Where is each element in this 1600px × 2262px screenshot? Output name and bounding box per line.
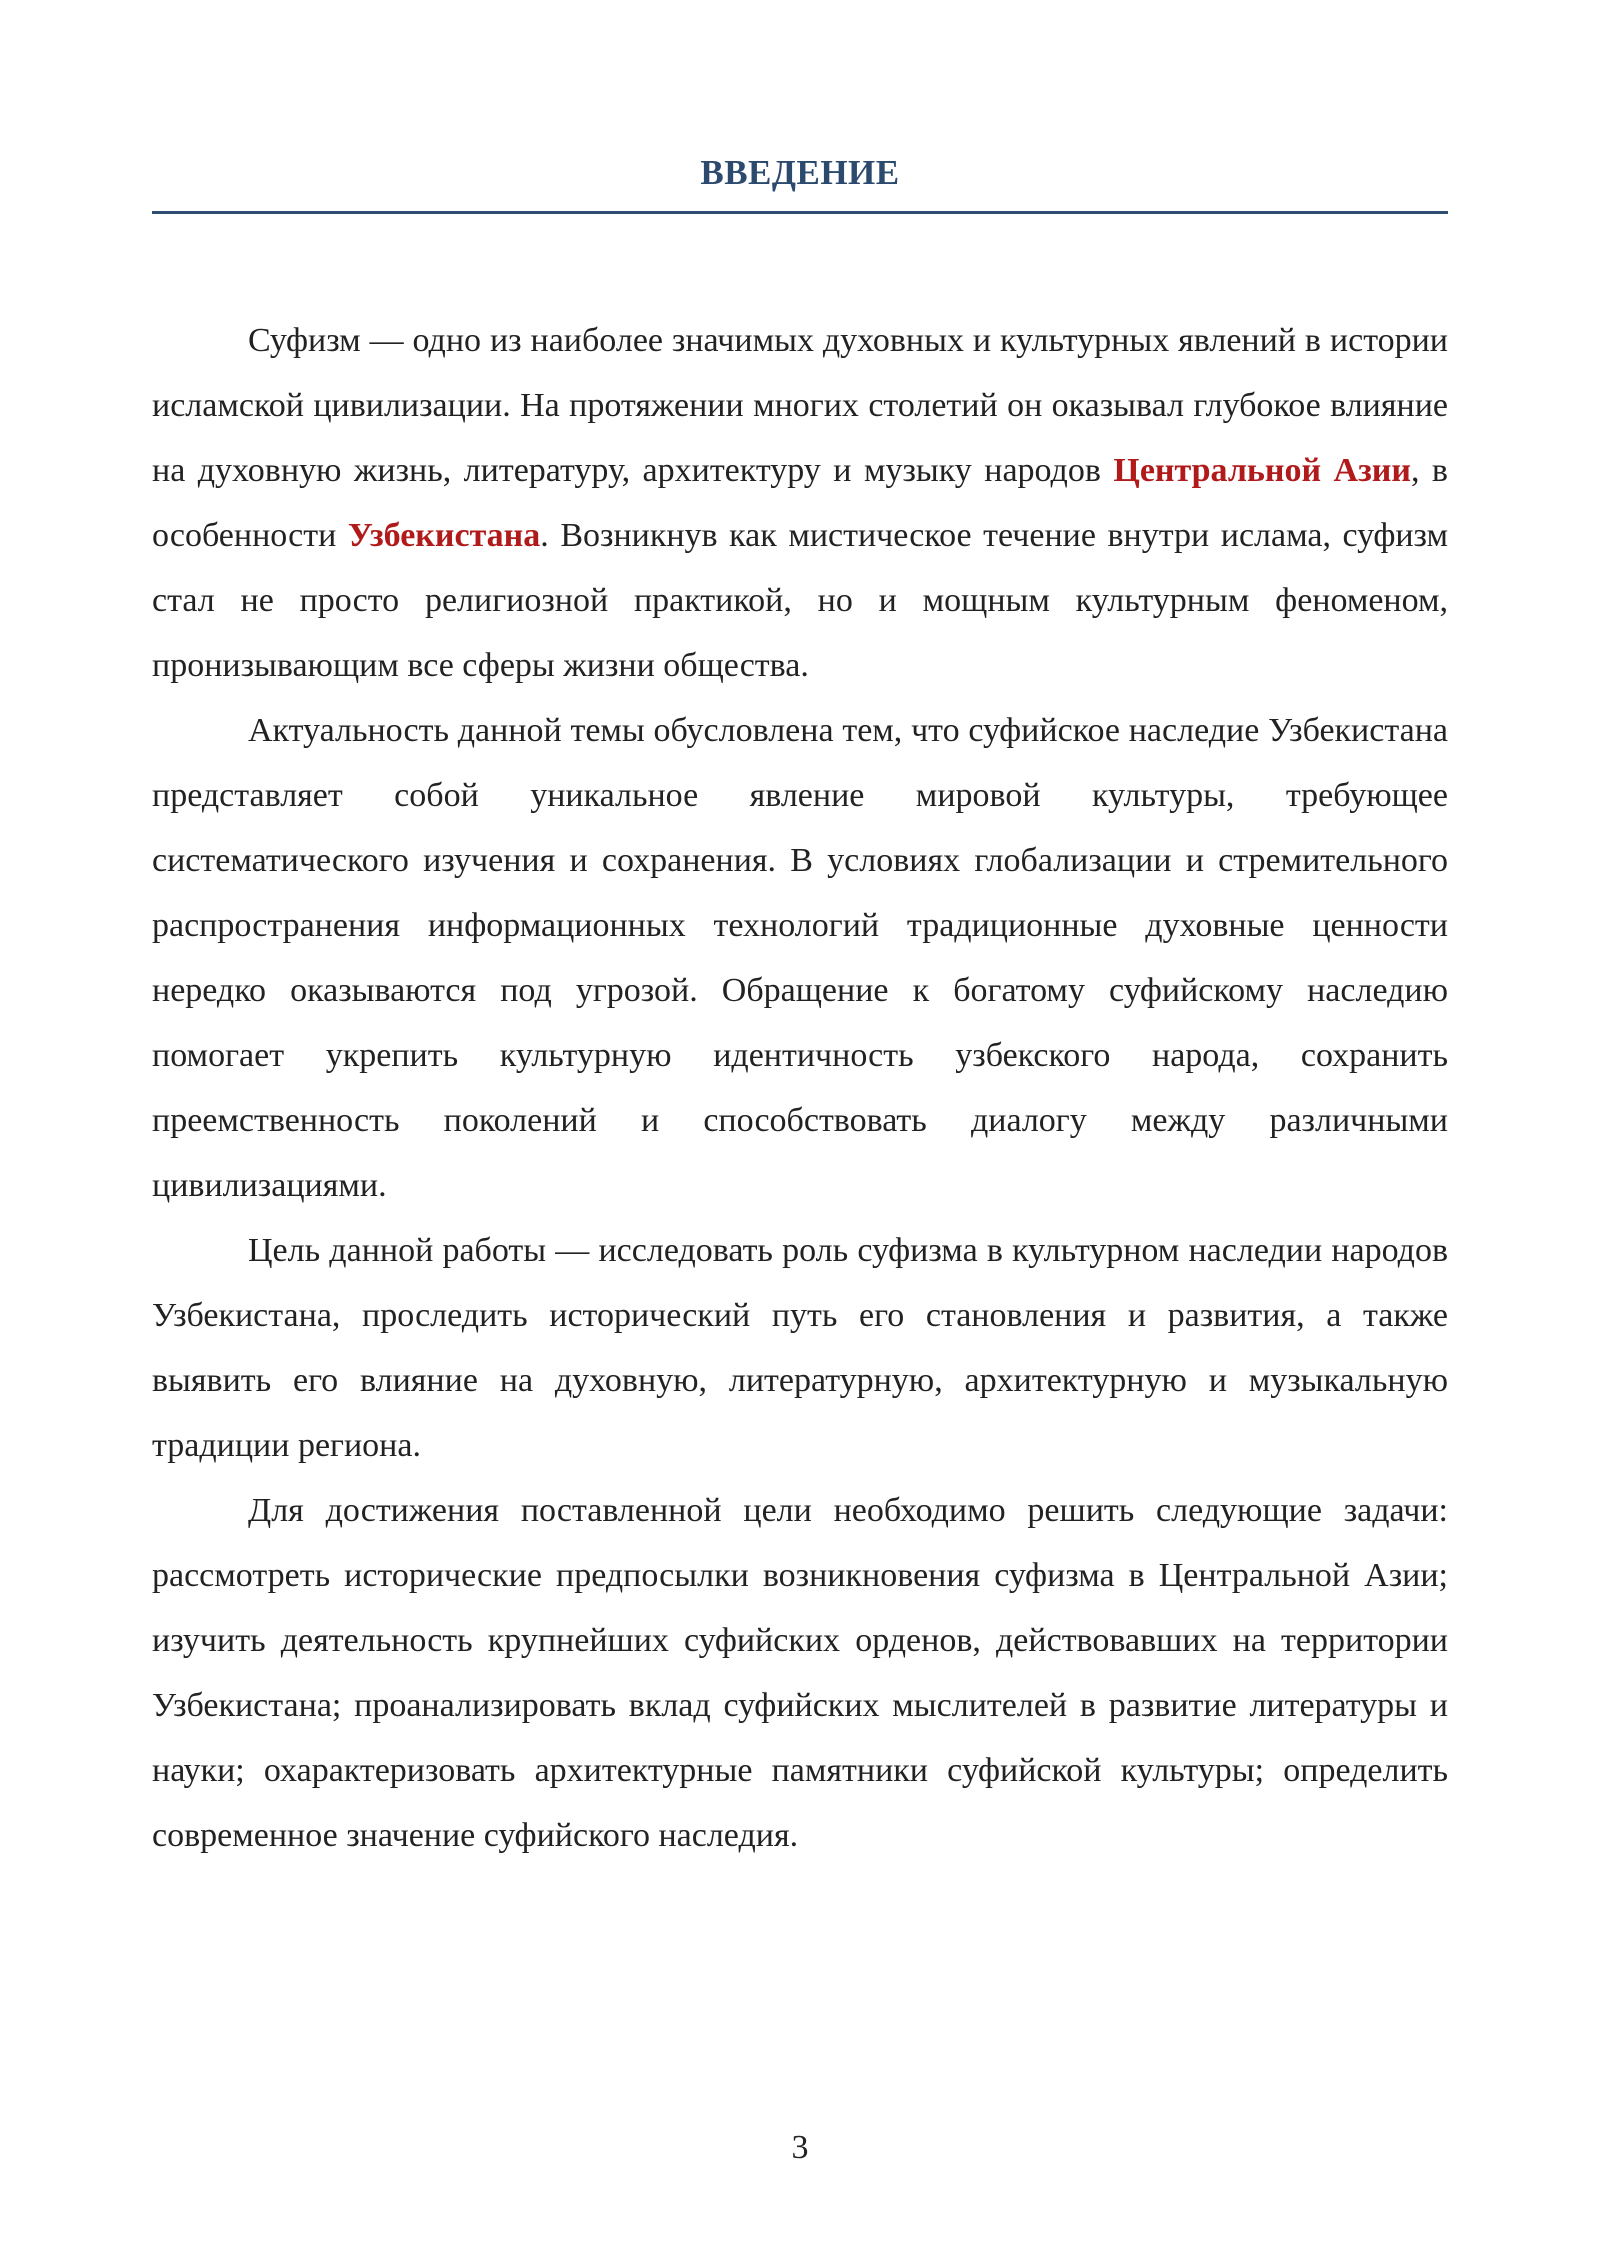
highlight-uzbekistan: Узбекистана — [347, 517, 541, 554]
paragraph-1-text-c: . Возникнув как мистическое течение внутри ислама, суфизм стал не просто религиозной практикой, но и мощным культурным феноменом, пронизывающим все сферы жизни общества. — [152, 517, 1449, 684]
paragraph-4: Для достижения поставленной цели необходимо решить следующие задачи: рассмотреть исторические предпосылки возникновения суфизма в Центральной Азии; изучить деятельность крупнейших суфийских орденов, действовавших на территории Узбекистана; проанализировать вклад суфийских мыслителей в развитие литературы и науки; охарактеризовать архитектурные памятники суфийской культуры; определить современное значение суфийского наследия. — [152, 1492, 1448, 1854]
section-heading: ВВЕДЕНИЕ — [700, 153, 900, 192]
highlight-central-asia: Центральной Азии — [1113, 452, 1411, 489]
page-number: 3 — [791, 2129, 809, 2166]
paragraph-1 — [152, 308, 1448, 698]
heading-underline — [152, 211, 1448, 214]
paragraph-1-text-b: , в особенности — [152, 452, 1448, 554]
paragraph-3: Цель данной работы — исследовать роль суфизма в культурном наследии народов Узбекистана, проследить исторический путь его становления и развития, а также выявить его влияние на духовную, литературную, архитектурную и музыкальную традиции региона. — [152, 1232, 1448, 1464]
paragraph-1-text-a: Суфизм — одно из наиболее значимых духовных и культурных явлений в истории исламской цивилизации. На протяжении многих столетий он оказывал глубокое влияние на духовную жизнь, литературу, архитектуру и музыку народов — [152, 322, 1448, 489]
paragraph-2: Актуальность данной темы обусловлена тем, что суфийское наследие Узбекистана представляет собой уникальное явление мировой культуры, требующее систематического изучения и сохранения. В условиях глобализации и стремительного распространения информационных технологий традиционные духовные ценности нередко оказываются под угрозой. Обращение к богатому суфийскому наследию помогает укрепить культурную идентичность узбекского народа, сохранить преемственность поколений и способствовать диалогу между различными цивилизациями. — [152, 712, 1448, 1204]
body-text — [152, 308, 1448, 1868]
